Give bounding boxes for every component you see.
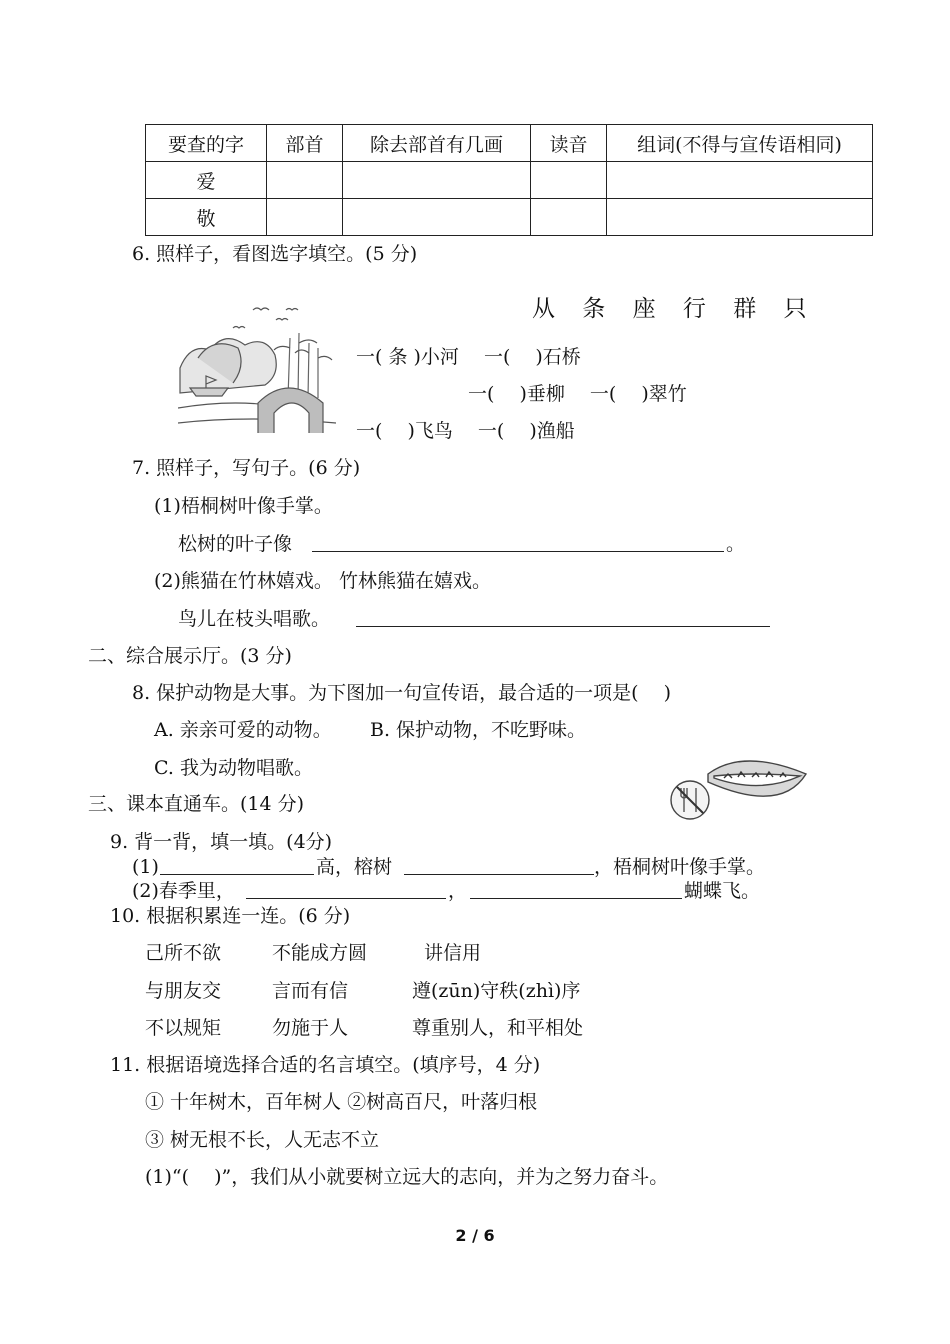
q10-right-item[interactable]: 遵(zūn)守秩(zhì)序 [412,980,581,1002]
q9-2-prefix: (2)春季里， [132,880,235,902]
q10-middle-item[interactable]: 言而有信 [272,980,349,1002]
page-number: 2 / 6 [455,1226,495,1245]
q9-1-blank-b[interactable] [404,874,594,875]
table-row [146,162,873,199]
q9-1-prefix: (1) [132,856,159,878]
table-row [146,199,873,236]
table-cell-blank[interactable] [531,162,607,199]
q6-line-1: 一( 条 )小河 一( )石桥 [356,346,581,368]
character-lookup-table [145,124,873,236]
q10-left-item[interactable]: 己所不欲 [145,942,222,964]
q10-right-item[interactable]: 尊重别人，和平相处 [412,1017,584,1039]
q6-line-2: 一( )垂柳 一( )翠竹 [468,383,687,405]
q11-options-line-1: ① 十年树木，百年树人 ②树高百尺，叶落归根 [145,1091,538,1113]
q10-right-item[interactable]: 讲信用 [424,942,482,964]
q10-left-item[interactable]: 与朋友交 [145,980,222,1002]
q9-2-blank-a[interactable] [246,898,446,899]
q7-answer-2-prefix: 鸟儿在枝头唱歌。 [178,608,331,630]
table-cell-blank[interactable] [607,199,873,236]
option-a[interactable]: A. 亲亲可爱的动物。 [154,719,332,741]
q7-example-1: (1)梧桐树叶像手掌。 [154,495,333,517]
no-eating-wild-animals-illustration [668,752,808,824]
table-header-cell: 部首 [267,125,343,162]
q10-middle-item[interactable]: 勿施于人 [272,1017,349,1039]
q7-example-2: (2)熊猫在竹林嬉戏。 竹林熊猫在嬉戏。 [154,570,491,592]
q7-answer-1-blank[interactable] [312,551,724,552]
table-cell-blank[interactable] [343,162,531,199]
question-10: 10. 根据积累连一连。(6 分) [110,905,351,927]
q9-1-blank-a[interactable] [160,874,314,875]
question-9: 9. 背一背，填一填。(4分) [110,831,333,853]
question-6-title: 6. 照样子，看图选字填空。(5 分) [132,243,418,265]
q7-answer-1-suffix: 。 [726,533,746,555]
question-11: 11. 根据语境选择合适的名言填空。(填序号，4 分) [110,1054,541,1076]
q9-2-suffix: 蝴蝶飞。 [684,880,761,902]
table-cell-blank[interactable] [531,199,607,236]
table-header-cell: 除去部首有几画 [343,125,531,162]
option-b[interactable]: B. 保护动物，不吃野味。 [370,719,587,741]
word-bank: 从 条 座 行 群 只 [532,296,817,322]
table-header-cell: 要查的字 [146,125,267,162]
q9-2-blank-b[interactable] [470,898,682,899]
q11-item-1[interactable]: (1)“( )”，我们从小就要树立远大的志向，并为之努力奋斗。 [145,1166,669,1188]
question-8: 8. 保护动物是大事。为下图加一句宣传语，最合适的一项是( ) [132,682,672,704]
table-cell: 敬 [146,199,267,236]
river-bridge-scene-illustration [178,298,336,438]
q10-middle-item[interactable]: 不能成方圆 [272,942,368,964]
q9-2-comma: ， [448,880,468,902]
table-cell: 爱 [146,162,267,199]
q11-options-line-2: ③ 树无根不长，人无志不立 [145,1129,380,1151]
q9-1-middle: 高，榕树 [316,856,393,878]
table-cell-blank[interactable] [607,162,873,199]
section-2-title: 二、综合展示厅。(3 分) [88,645,292,667]
q6-line-3: 一( )飞鸟 一( )渔船 [356,420,575,442]
table-cell-blank[interactable] [343,199,531,236]
table-header-row [146,125,873,162]
q10-left-item[interactable]: 不以规矩 [145,1017,222,1039]
q9-1-suffix: ，梧桐树叶像手掌。 [594,856,766,878]
section-3-title: 三、课本直通车。(14 分) [88,793,305,815]
q7-answer-2-blank[interactable] [356,626,770,627]
table-cell-blank[interactable] [267,162,343,199]
table-header-cell: 组词(不得与宣传语相同) [607,125,873,162]
table-cell-blank[interactable] [267,199,343,236]
q7-answer-1-prefix: 松树的叶子像 [178,533,293,555]
option-c[interactable]: C. 我为动物唱歌。 [154,757,313,779]
table-header-cell: 读音 [531,125,607,162]
question-7-title: 7. 照样子，写句子。(6 分) [132,457,361,479]
